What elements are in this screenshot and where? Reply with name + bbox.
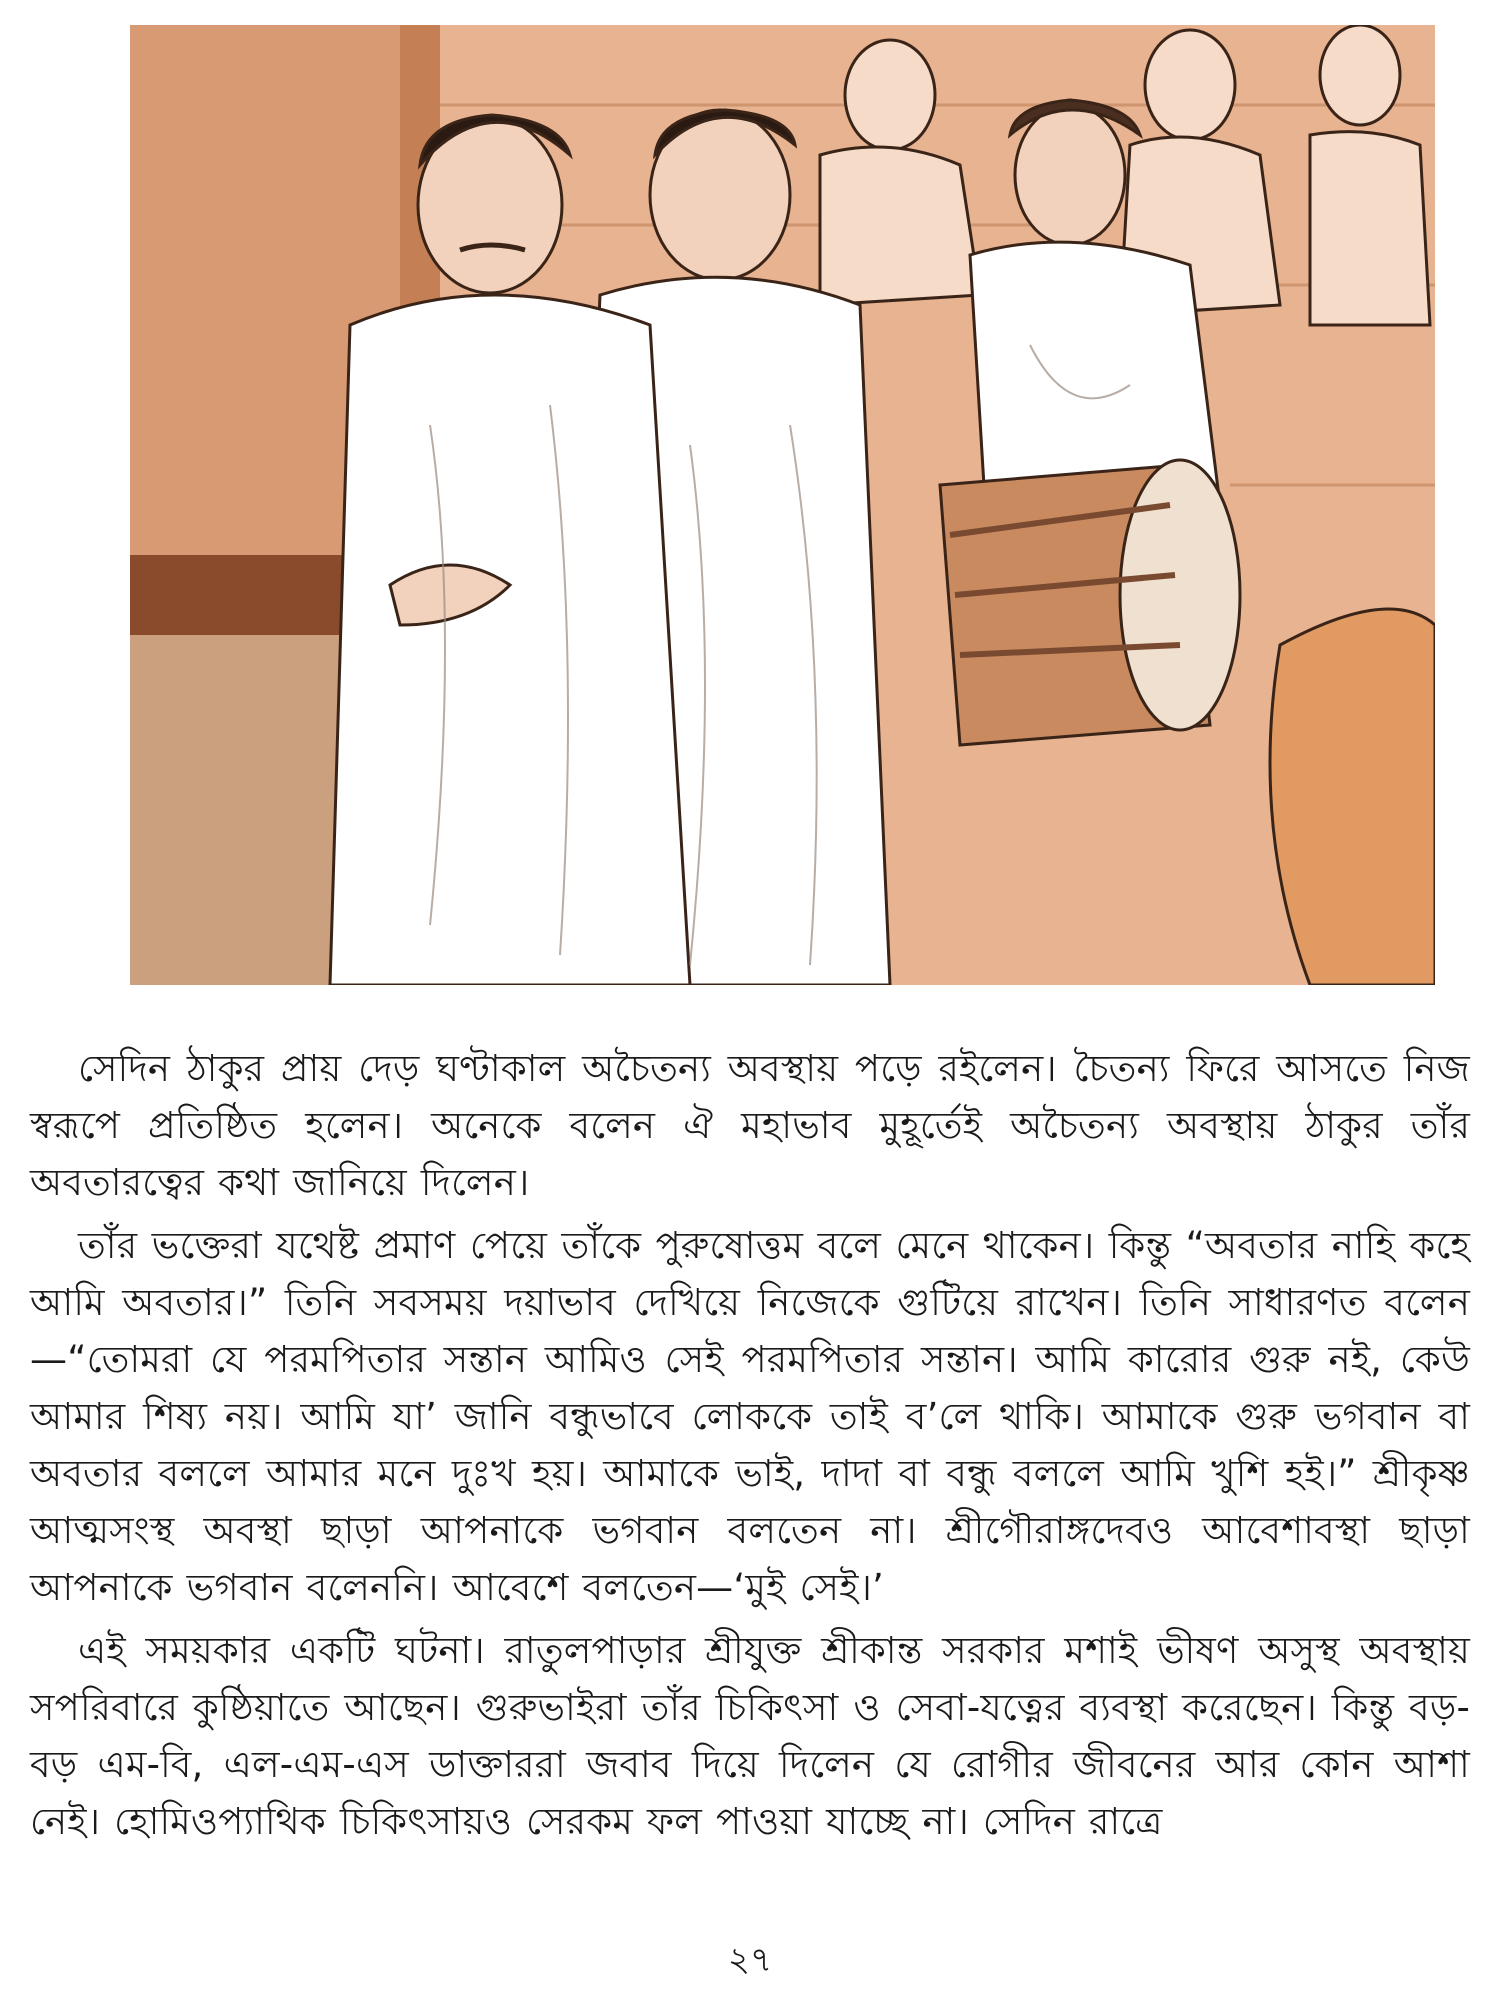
page-number: ২৭	[727, 1940, 773, 1980]
paragraph-2: তাঁর ভক্তেরা যথেষ্ট প্রমাণ পেয়ে তাঁকে পুরুষোত্তম বলে মেনে থাকেন। কিন্তু “অবতার নাহি কহে আমি অবতার।” তিনি সবসময় দয়াভাব দেখিয়ে নিজেকে গুটিয়ে রাখেন। তিনি সাধারণত বলেন—“তোমরা যে পরমপিতার সন্তান আমিও সেই পরমপিতার সন্তান। আমি কারোর গুরু নই, কেউ আমার শিষ্য নয়। আমি যা’ জানি বন্ধুভাবে লোককে তাই ব’লে থাকি। আমাকে গুরু ভগবান বা অবতার বললে আমার মনে দুঃখ হয়। আমাকে ভাই, দাদা বা বন্ধু বললে আমি খুশি হই।” শ্রীকৃষ্ণ আত্মসংস্থ অবস্থা ছাড়া আপনাকে ভগবান বলতেন না। শ্রীগৌরাঙ্গদেবও আবেশাবস্থা ছাড়া আপনাকে ভগবান বলেননি। আবেশে বলতেন—‘মুই সেই।’	[30, 1224, 1470, 1609]
body-text	[30, 1040, 1470, 1856]
paragraph-3: এই সময়কার একটি ঘটনা। রাতুলপাড়ার শ্রীযুক্ত শ্রীকান্ত সরকার মশাই ভীষণ অসুস্থ অবস্থায় সপরিবারে কুষ্ঠিয়াতে আছেন। গুরুভাইরা তাঁর চিকিৎসা ও সেবা-যত্নের ব্যবস্থা করেছেন। কিন্তু বড়-বড় এম-বি, এল-এম-এস ডাক্তাররা জবাব দিয়ে দিলেন যে রোগীর জীবনের আর কোন আশা নেই। হোমিওপ্যাথিক চিকিৎসায়ও সেরকম ফল পাওয়া যাচ্ছে না। সেদিন রাত্রে	[30, 1629, 1470, 1843]
devotees-drum-illustration-icon	[130, 25, 1435, 985]
paragraph-1: সেদিন ঠাকুর প্রায় দেড় ঘণ্টাকাল অচৈতন্য অবস্থায় পড়ে রইলেন। চৈতন্য ফিরে আসতে নিজ স্বরূপে প্রতিষ্ঠিত হলেন। অনেকে বলেন ঐ মহাভাব মুহূর্তেই অচৈতন্য অবস্থায় ঠাকুর তাঁর অবতারত্বের কথা জানিয়ে দিলেন।	[30, 1047, 1470, 1204]
illustration	[130, 25, 1435, 985]
